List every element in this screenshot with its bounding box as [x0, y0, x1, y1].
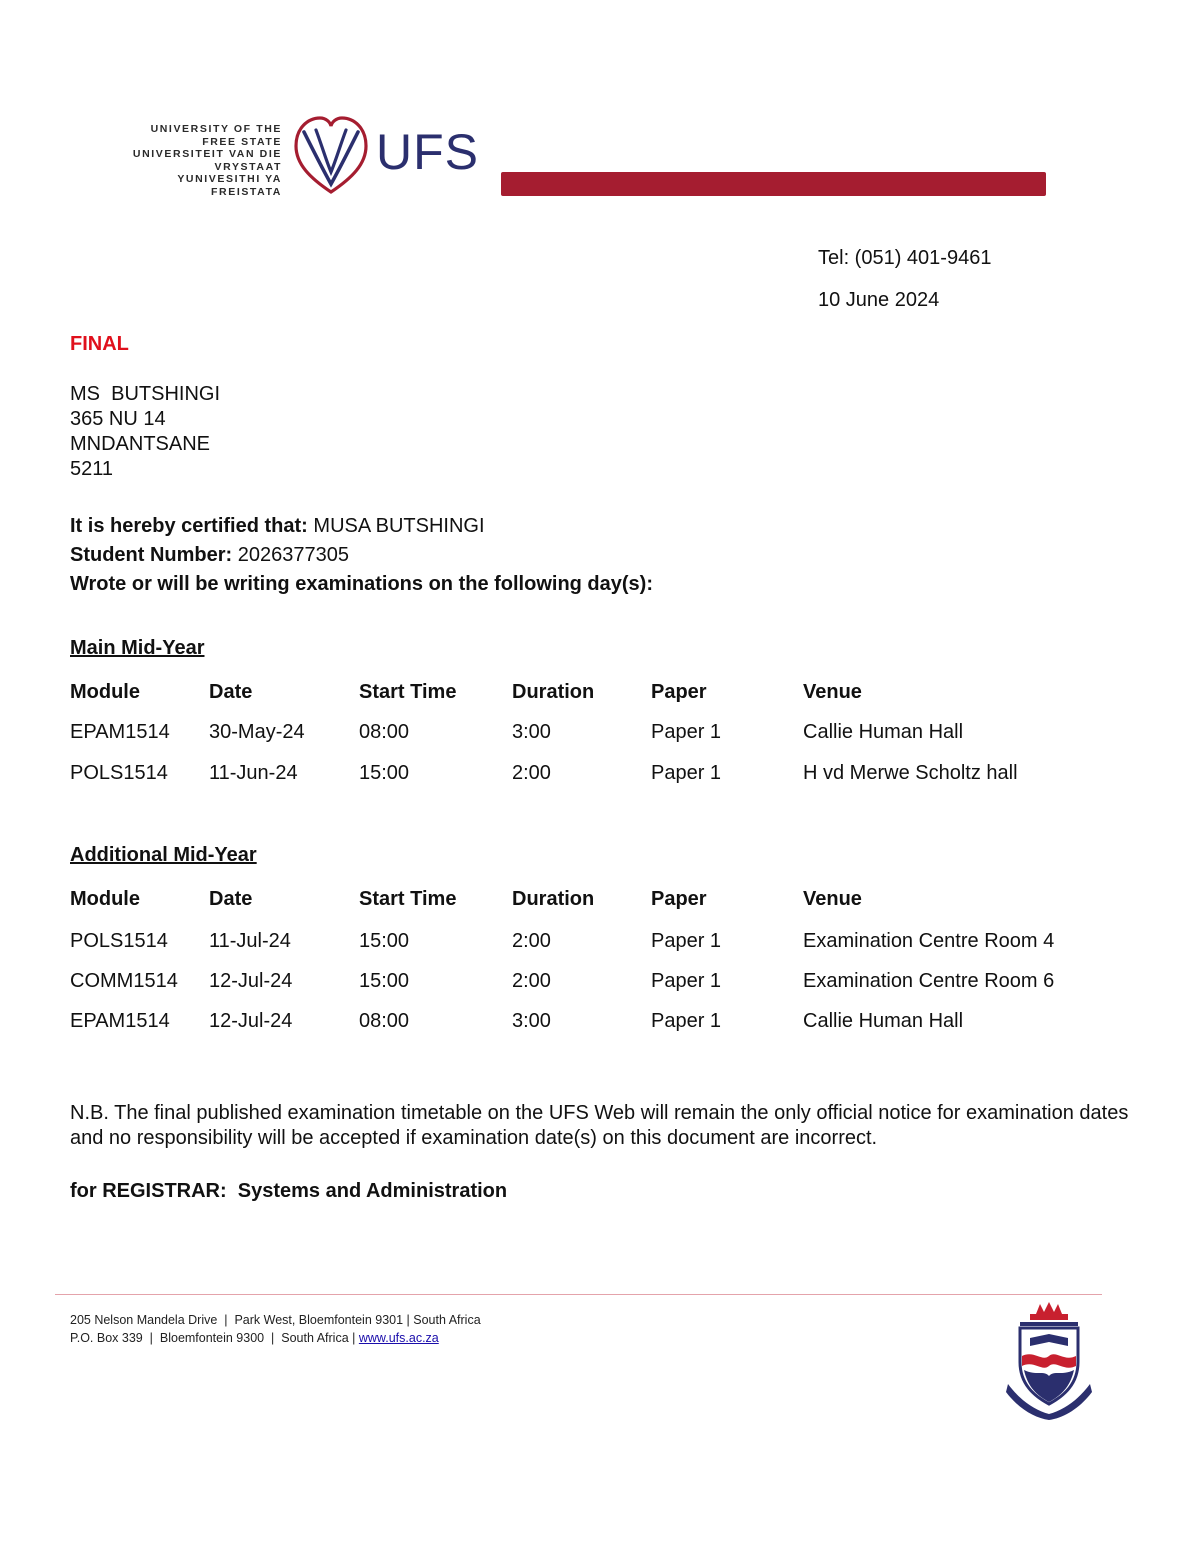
student-number-line [70, 541, 653, 570]
duration-cell: 3:00 [512, 1010, 551, 1032]
university-name-lockup [120, 123, 282, 199]
date-cell: 12-Jul-24 [209, 970, 293, 992]
module-cell: EPAM1514 [70, 1010, 170, 1032]
signature-line: for REGISTRAR: Systems and Administration [70, 1180, 508, 1202]
venue-cell: Examination Centre Room 6 [803, 970, 1055, 992]
column-header: Paper [651, 888, 707, 910]
paper-cell: Paper 1 [651, 762, 722, 784]
duration-cell: 2:00 [512, 970, 551, 992]
column-header: Duration [512, 888, 595, 910]
header-accent-bar [501, 172, 1046, 196]
logo-line: YUNIVESITHI YA [177, 173, 282, 186]
module-cell: POLS1514 [70, 930, 168, 952]
logo-line: UNIVERSITEIT VAN DIE [132, 148, 282, 161]
paper-cell: Paper 1 [651, 721, 722, 743]
date-cell: 30-May-24 [209, 721, 305, 743]
recipient-address [70, 382, 220, 482]
start-time-cell: 15:00 [359, 970, 410, 992]
address-line: 5211 [70, 458, 114, 480]
logo-line: VRYSTAAT [214, 160, 282, 173]
column-header: Venue [803, 888, 862, 910]
logo-line: UNIVERSITY OF THE [150, 123, 282, 135]
column-header: Paper [651, 681, 707, 703]
column-header: Start Time [359, 681, 457, 703]
duration-cell: 2:00 [512, 762, 551, 784]
note-text: The final published examination timetable on the UFS Web will remain the only official notice for examination dates and no responsibility will be accepted if examination date(s) on this document are incorrect. [70, 1102, 1129, 1149]
disclaimer-note [70, 1101, 1150, 1151]
exam-statement: Wrote or will be writing examinations on the following day(s): [70, 573, 653, 595]
student-number: 2026377305 [237, 544, 350, 566]
column-header: Duration [512, 681, 595, 703]
additional-section-title: Additional Mid-Year [70, 844, 257, 866]
website-link[interactable]: www.ufs.ac.za [358, 1331, 439, 1345]
footer-line-2: P.O. Box 339 | Bloemfontein 9300 | South Africa | www.ufs.ac.za [70, 1331, 439, 1345]
student-number-label: Student Number: [70, 544, 233, 566]
address-line: MNDANTSANE [70, 433, 211, 455]
paper-cell: Paper 1 [651, 930, 722, 952]
module-cell: COMM1514 [70, 970, 178, 992]
venue-cell: H vd Merwe Scholtz hall [803, 762, 1018, 784]
module-cell: POLS1514 [70, 762, 168, 784]
column-header: Module [70, 681, 140, 703]
start-time-cell: 15:00 [359, 762, 410, 784]
address-line: 365 NU 14 [70, 408, 166, 430]
date-cell: 12-Jul-24 [209, 1010, 293, 1032]
university-crest-icon [1000, 1300, 1098, 1420]
column-header: Date [209, 681, 253, 703]
column-header: Venue [803, 681, 862, 703]
note-label: N.B. [70, 1102, 109, 1124]
column-header: Date [209, 888, 253, 910]
venue-cell: Callie Human Hall [803, 721, 964, 743]
main-section-title: Main Mid-Year [70, 637, 205, 659]
address-line: MS BUTSHINGI [70, 383, 221, 405]
start-time-cell: 15:00 [359, 930, 410, 952]
paper-cell: Paper 1 [651, 1010, 722, 1032]
ufs-wordmark: UFS [376, 124, 479, 180]
column-header: Module [70, 888, 140, 910]
ufs-logo-icon [290, 112, 372, 200]
logo-line: FREE STATE [202, 135, 282, 148]
start-time-cell: 08:00 [359, 1010, 410, 1032]
logo-line: FREISTATA [211, 185, 282, 198]
letter-date: 10 June 2024 [818, 289, 940, 311]
status-label: FINAL [70, 333, 129, 355]
date-cell: 11-Jun-24 [209, 762, 298, 784]
certified-line [70, 512, 653, 541]
duration-cell: 2:00 [512, 930, 551, 952]
certified-name: MUSA BUTSHINGI [313, 515, 485, 537]
telephone: Tel: (051) 401-9461 [818, 247, 992, 269]
column-header: Start Time [359, 888, 457, 910]
paper-cell: Paper 1 [651, 970, 722, 992]
footer-divider [55, 1294, 1102, 1295]
start-time-cell: 08:00 [359, 721, 410, 743]
certification-block [70, 512, 653, 599]
footer-address [70, 1311, 481, 1347]
certified-label: It is hereby certified that: [70, 515, 308, 537]
duration-cell: 3:00 [512, 721, 551, 743]
date-cell: 11-Jul-24 [209, 930, 291, 952]
module-cell: EPAM1514 [70, 721, 170, 743]
footer-line-1: 205 Nelson Mandela Drive | Park West, Bloemfontein 9301 | South Africa [70, 1313, 481, 1327]
venue-cell: Examination Centre Room 4 [803, 930, 1055, 952]
venue-cell: Callie Human Hall [803, 1010, 964, 1032]
